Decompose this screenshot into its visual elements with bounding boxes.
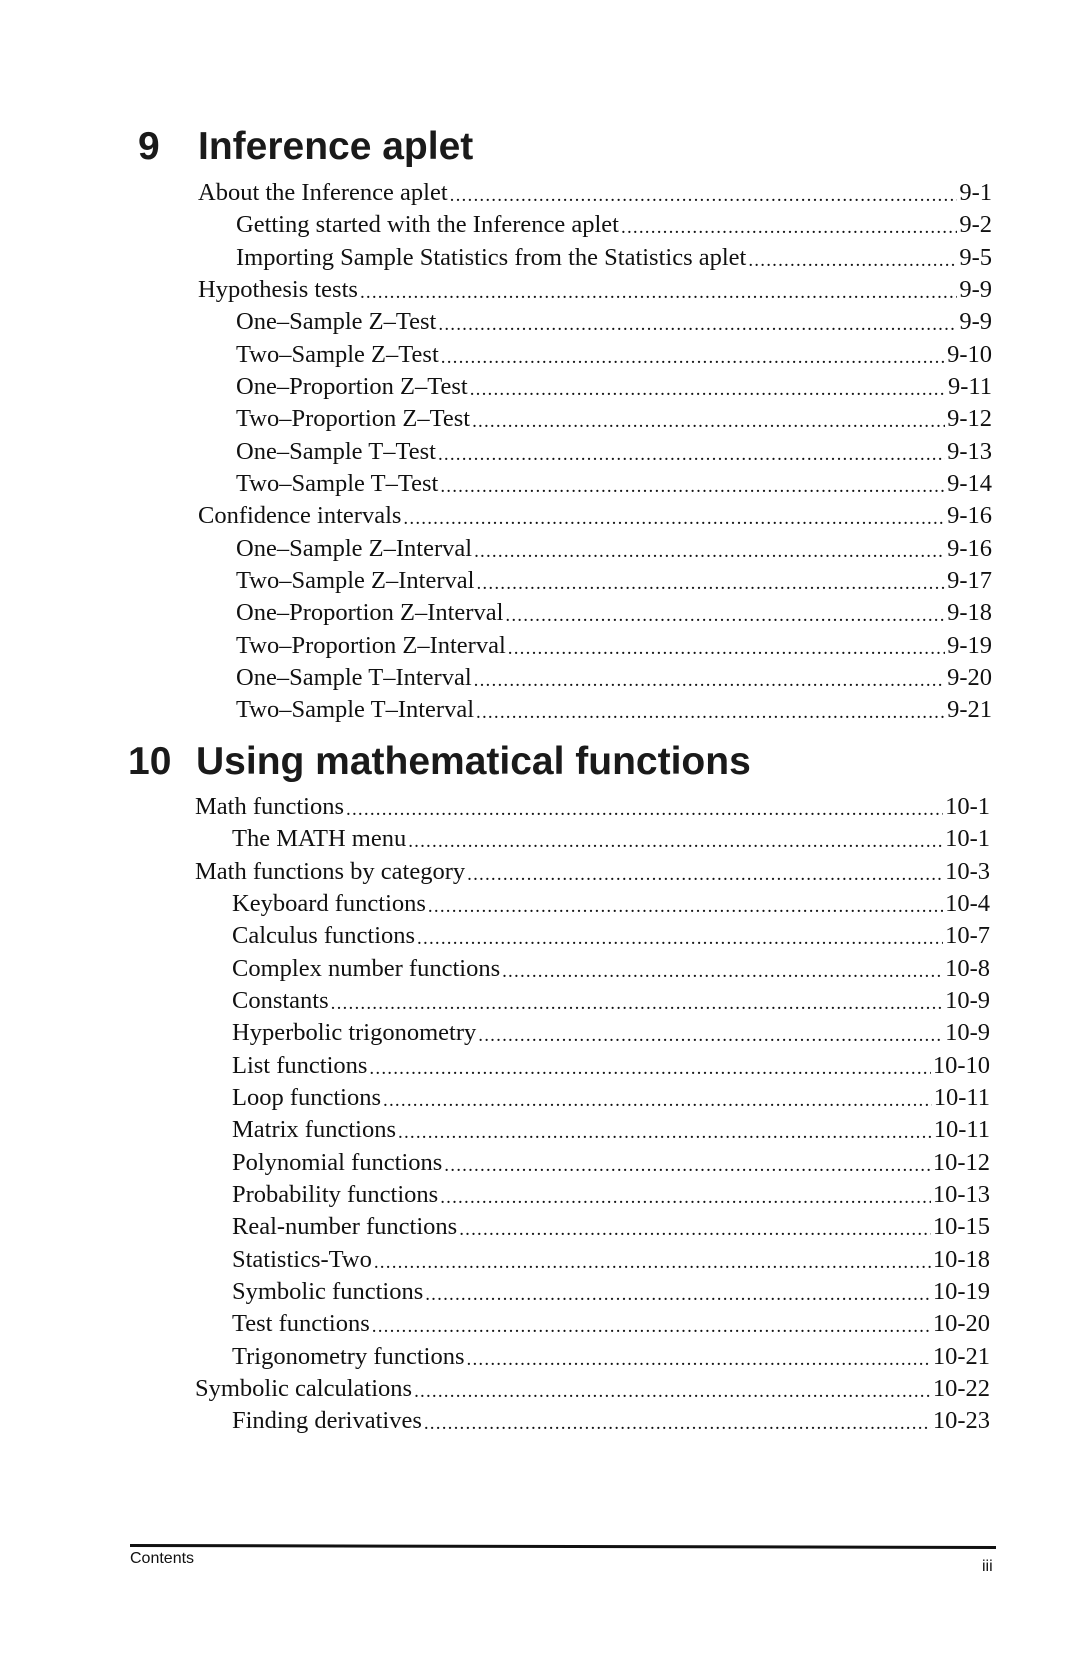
toc-entry-page: 9-10 — [947, 340, 992, 368]
toc-entry[interactable] — [198, 501, 992, 531]
toc-entry[interactable] — [232, 986, 990, 1016]
toc-entry-label: Symbolic functions — [232, 1278, 424, 1306]
toc-entry[interactable] — [198, 275, 992, 305]
dot-leader — [414, 1374, 931, 1404]
toc-entry[interactable] — [236, 534, 992, 564]
dot-leader — [459, 1212, 931, 1242]
toc-entry-page: 10-12 — [932, 1148, 990, 1176]
footer-page-number: iii — [982, 1558, 993, 1575]
dot-leader — [441, 340, 945, 370]
toc-entry-page: 10-10 — [932, 1051, 990, 1079]
toc-entry[interactable] — [232, 1083, 990, 1113]
toc-entry[interactable] — [236, 469, 992, 499]
toc-entry[interactable] — [195, 1374, 990, 1404]
footer-rule — [130, 1544, 996, 1549]
toc-entry-page: 9-21 — [947, 696, 992, 724]
dot-leader — [383, 1083, 932, 1113]
toc-entry[interactable] — [232, 1115, 990, 1145]
toc-entry-label: One–Sample Z–Interval — [236, 534, 473, 562]
toc-entry-page: 9-11 — [948, 373, 992, 401]
toc-entry-label: Importing Sample Statistics from the Statistics aplet — [236, 243, 747, 271]
dot-leader — [476, 566, 945, 596]
dot-leader — [505, 598, 945, 628]
toc-entry-label: About the Inference aplet — [198, 179, 448, 206]
dot-leader — [440, 1180, 931, 1210]
toc-entry-label: Symbolic calculations — [195, 1375, 413, 1403]
toc-entry-page: 10-1 — [945, 793, 990, 820]
dot-leader — [474, 663, 945, 693]
dot-leader — [440, 469, 945, 499]
toc-entry-label: Loop functions — [232, 1084, 382, 1112]
toc-entry-label: Two–Proportion Z–Test — [236, 405, 471, 433]
toc-entry-page: 10-19 — [932, 1278, 990, 1306]
toc-entry[interactable] — [198, 178, 992, 208]
toc-entry[interactable] — [236, 404, 992, 434]
toc-entry-page: 10-21 — [932, 1342, 990, 1370]
toc-entry[interactable] — [236, 663, 992, 693]
toc-entry-label: Complex number functions — [232, 954, 501, 982]
toc-entry-label: Matrix functions — [232, 1116, 396, 1144]
dot-leader — [374, 1245, 931, 1275]
dot-leader — [403, 501, 945, 531]
toc-entry-label: Finding derivatives — [232, 1407, 422, 1435]
toc-entry[interactable] — [232, 1277, 990, 1307]
toc-entry-label: Two–Sample T–Test — [236, 470, 439, 498]
toc-entry[interactable] — [232, 889, 990, 919]
toc-entry-label: One–Sample Z–Test — [236, 308, 437, 336]
toc-entry-page: 10-9 — [945, 1019, 990, 1047]
chapter-title: Inference aplet — [198, 125, 474, 168]
toc-entry[interactable] — [236, 307, 992, 337]
dot-leader — [346, 792, 943, 822]
toc-entry[interactable] — [232, 1309, 990, 1339]
toc-entry[interactable] — [232, 1342, 990, 1372]
toc-entry-page: 9-13 — [947, 437, 992, 465]
dot-leader — [478, 1018, 943, 1048]
chapter-number: 10 — [128, 740, 172, 783]
dot-leader — [450, 178, 958, 208]
toc-entry[interactable] — [232, 1212, 990, 1242]
toc-entry-page: 10-20 — [932, 1310, 990, 1338]
toc-entry-page: 10-7 — [945, 922, 990, 950]
toc-entry[interactable] — [236, 340, 992, 370]
dot-leader — [417, 921, 943, 951]
toc-entry-page: 9-14 — [947, 470, 992, 498]
toc-entry[interactable] — [236, 372, 992, 402]
toc-entry-page: 10-22 — [932, 1375, 990, 1403]
dot-leader — [438, 437, 945, 467]
toc-entry-label: Real-number functions — [232, 1213, 458, 1241]
toc-entry[interactable] — [236, 437, 992, 467]
toc-entry-page: 10-13 — [932, 1181, 990, 1209]
toc-entry-page: 10-23 — [932, 1407, 990, 1435]
dot-leader — [470, 372, 946, 402]
toc-entry-page: 9-1 — [959, 179, 992, 206]
dot-leader — [467, 857, 943, 887]
toc-entry-page: 9-16 — [947, 502, 992, 530]
toc-entry-label: One–Sample T–Interval — [236, 664, 472, 692]
toc-entry[interactable] — [232, 921, 990, 951]
toc-entry-label: Two–Sample Z–Interval — [236, 567, 475, 595]
toc-entry-label: Hypothesis tests — [198, 276, 358, 304]
toc-entry[interactable] — [232, 1245, 990, 1275]
dot-leader — [621, 210, 957, 240]
toc-entry[interactable] — [236, 598, 992, 628]
dot-leader — [438, 307, 957, 337]
toc-entry-page: 10-3 — [945, 857, 990, 885]
toc-entry[interactable] — [236, 566, 992, 596]
toc-entry[interactable] — [236, 243, 992, 273]
toc-entry-page: 10-1 — [945, 825, 990, 853]
toc-entry-page: 10-18 — [932, 1245, 990, 1273]
toc-entry-page: 10-4 — [945, 890, 990, 918]
footer-section-label: Contents — [130, 1550, 195, 1567]
dot-leader — [474, 534, 945, 564]
toc-entry-page: 10-11 — [933, 1084, 990, 1112]
toc-entry-label: Calculus functions — [232, 922, 416, 950]
toc-entry-page: 9-19 — [947, 631, 992, 659]
toc-entry-page: 10-15 — [932, 1213, 990, 1241]
toc-entry-label: Two–Sample T–Interval — [236, 696, 475, 724]
toc-entry-label: Getting started with the Inference aplet — [236, 211, 619, 239]
dot-leader — [472, 404, 945, 434]
toc-entry-page: 9-5 — [959, 243, 992, 271]
toc-entry-page: 10-9 — [945, 987, 990, 1015]
dot-leader — [748, 243, 957, 273]
dot-leader — [360, 275, 957, 305]
toc-entry-label: Two–Sample Z–Test — [236, 340, 439, 368]
dot-leader — [425, 1277, 931, 1307]
chapter-title: Using mathematical functions — [196, 740, 751, 783]
dot-leader — [369, 1051, 930, 1081]
toc-entry-label: Keyboard functions — [232, 890, 426, 918]
dot-leader — [331, 986, 943, 1016]
toc-entry-page: 9-17 — [947, 567, 992, 595]
dot-leader — [408, 824, 943, 854]
toc-entry-label: One–Proportion Z–Test — [236, 373, 468, 401]
dot-leader — [502, 954, 943, 984]
toc-entry[interactable] — [232, 1018, 990, 1048]
toc-entry-label: Constants — [232, 987, 329, 1015]
toc-entry-label: Test functions — [232, 1310, 370, 1338]
toc-entry[interactable] — [232, 954, 990, 984]
dot-leader — [398, 1115, 932, 1145]
toc-entry-page: 9-12 — [947, 405, 992, 433]
toc-entry-label: One–Proportion Z–Interval — [236, 599, 504, 627]
toc-entry-page: 9-20 — [947, 664, 992, 692]
dot-leader — [428, 889, 943, 919]
toc-entry-page: 9-18 — [947, 599, 992, 627]
chapter-number: 9 — [138, 125, 160, 168]
toc-entry-label: Hyperbolic trigonometry — [232, 1019, 477, 1047]
toc-entry-page: 9-9 — [959, 308, 992, 336]
toc-entry[interactable] — [195, 857, 990, 887]
dot-leader — [476, 695, 945, 725]
toc-entry-label: Statistics-Two — [232, 1245, 372, 1273]
toc-entry-label: One–Sample T–Test — [236, 437, 436, 465]
toc-entry-label: Polynomial functions — [232, 1148, 443, 1176]
toc-entry[interactable] — [236, 695, 992, 725]
toc-entry[interactable] — [236, 631, 992, 661]
toc-entry[interactable] — [195, 792, 990, 822]
toc-entry[interactable] — [232, 1148, 990, 1178]
toc-entry[interactable] — [232, 1406, 990, 1436]
toc-entry[interactable] — [232, 1180, 990, 1210]
dot-leader — [508, 631, 945, 661]
dot-leader — [372, 1309, 931, 1339]
toc-entry[interactable] — [236, 210, 992, 240]
toc-entry-page: 9-9 — [959, 276, 992, 304]
toc-entry-page: 9-2 — [959, 211, 992, 239]
toc-entry-page: 10-8 — [945, 954, 990, 982]
toc-entry-label: List functions — [232, 1051, 368, 1079]
toc-entry-page: 9-16 — [947, 534, 992, 562]
toc-entry-label: Confidence intervals — [198, 502, 402, 530]
toc-entry[interactable] — [232, 824, 990, 854]
dot-leader — [444, 1148, 931, 1178]
dot-leader — [424, 1406, 931, 1436]
toc-entry-label: Probability functions — [232, 1181, 439, 1209]
toc-entry-label: Math functions — [195, 793, 345, 820]
toc-entry-label: The MATH menu — [232, 825, 407, 853]
toc-entry-label: Math functions by category — [195, 857, 466, 885]
toc-entry-page: 10-11 — [933, 1116, 990, 1144]
toc-entry[interactable] — [232, 1051, 990, 1081]
toc-entry-label: Trigonometry functions — [232, 1342, 465, 1370]
toc-entry-label: Two–Proportion Z–Interval — [236, 631, 506, 659]
dot-leader — [467, 1342, 931, 1372]
